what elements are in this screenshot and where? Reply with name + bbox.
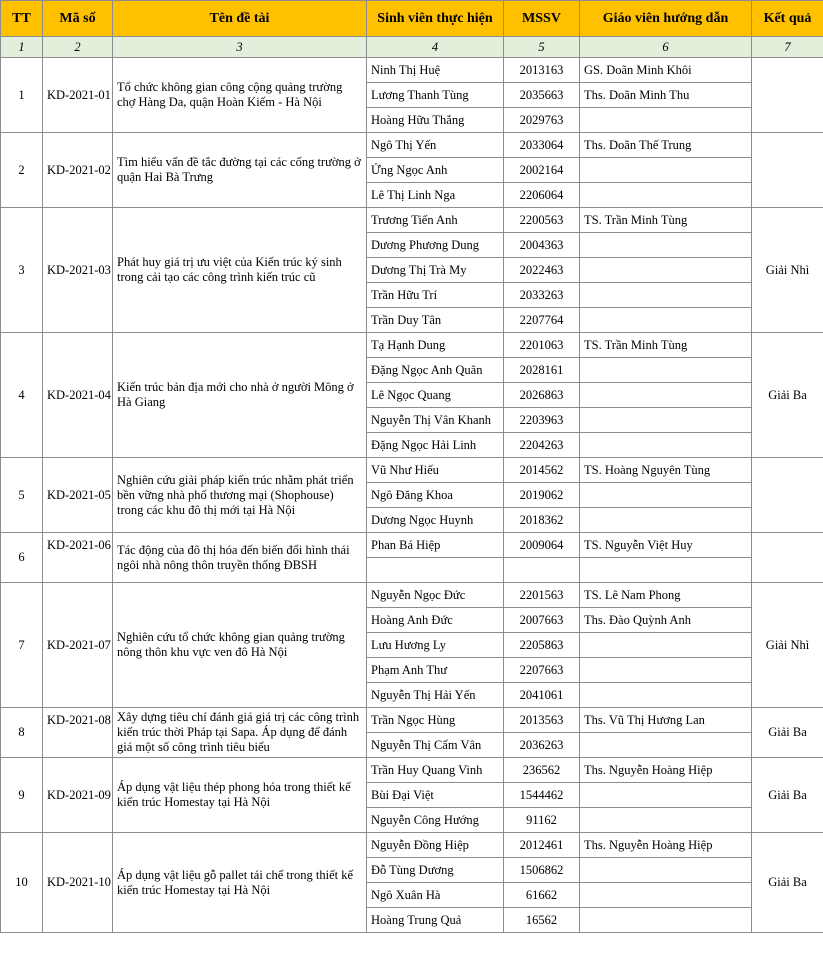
advisor-name: [580, 233, 752, 258]
advisor-name: [580, 433, 752, 458]
advisor-name: Ths. Vũ Thị Hương Lan: [580, 708, 752, 733]
project-title: Tìm hiểu vấn đề tắc đường tại các cổng trường ở quận Hai Bà Trưng: [113, 133, 367, 208]
project-result: Giải Nhì: [752, 208, 823, 333]
student-name: Đặng Ngọc Hải Linh: [367, 433, 504, 458]
advisor-name: Ths. Nguyễn Hoàng Hiệp: [580, 833, 752, 858]
student-id: 1544462: [504, 783, 580, 808]
student-name: Trần Ngọc Hùng: [367, 708, 504, 733]
project-code: KD-2021-06: [43, 533, 113, 583]
student-name: Nguyễn Thị Vân Khanh: [367, 408, 504, 433]
student-name: Hoàng Trung Quả: [367, 908, 504, 933]
advisor-name: Ths. Doãn Minh Thu: [580, 83, 752, 108]
student-id: [504, 558, 580, 583]
project-number: 7: [1, 583, 43, 708]
column-number: 2: [43, 37, 113, 58]
table-row: [1, 208, 823, 233]
project-number: 4: [1, 333, 43, 458]
student-name: Phạm Anh Thư: [367, 658, 504, 683]
table-row: [1, 458, 823, 483]
student-name: Dương Ngọc Huynh: [367, 508, 504, 533]
advisor-name: GS. Doãn Minh Khôi: [580, 58, 752, 83]
project-number: 9: [1, 758, 43, 833]
column-number-row: [1, 37, 823, 58]
project-number: 5: [1, 458, 43, 533]
student-id: 2004363: [504, 233, 580, 258]
student-id: 2206064: [504, 183, 580, 208]
student-id: 2022463: [504, 258, 580, 283]
student-id: 1506862: [504, 858, 580, 883]
student-id: 2026863: [504, 383, 580, 408]
student-name: Nguyễn Đồng Hiệp: [367, 833, 504, 858]
table-row: [1, 533, 823, 558]
project-code: KD-2021-02: [43, 133, 113, 208]
student-id: 2029763: [504, 108, 580, 133]
student-id: 2033064: [504, 133, 580, 158]
student-id: 236562: [504, 758, 580, 783]
student-id: 2201563: [504, 583, 580, 608]
advisor-name: [580, 383, 752, 408]
project-result: Giải Ba: [752, 758, 823, 833]
student-id: 2013163: [504, 58, 580, 83]
project-result: [752, 458, 823, 533]
student-id: 2014562: [504, 458, 580, 483]
student-name: Lê Thị Linh Nga: [367, 183, 504, 208]
project-code: KD-2021-07: [43, 583, 113, 708]
student-name: Dương Phương Dung: [367, 233, 504, 258]
project-result: [752, 133, 823, 208]
advisor-name: [580, 158, 752, 183]
advisor-name: [580, 908, 752, 933]
student-name: Ngô Thị Yến: [367, 133, 504, 158]
student-name: Hoàng Anh Đức: [367, 608, 504, 633]
student-id: 2035663: [504, 83, 580, 108]
student-name: Bùi Đại Việt: [367, 783, 504, 808]
column-number: 6: [580, 37, 752, 58]
student-id: 2205863: [504, 633, 580, 658]
student-id: 2018362: [504, 508, 580, 533]
project-number: 1: [1, 58, 43, 133]
student-id: 2204263: [504, 433, 580, 458]
student-id: 2033263: [504, 283, 580, 308]
student-name: Đặng Ngọc Anh Quân: [367, 358, 504, 383]
student-name: Lưu Hương Ly: [367, 633, 504, 658]
table-body: [1, 58, 823, 933]
project-title: Nghiên cứu giải pháp kiến trúc nhằm phát triển bền vững nhà phố thương mại (Shophouse) trong các khu đô thị mới tại Hà Nội: [113, 458, 367, 533]
project-result: Giải Ba: [752, 333, 823, 458]
student-name: Ửng Ngọc Anh: [367, 158, 504, 183]
project-result: [752, 533, 823, 583]
project-result: Giải Ba: [752, 708, 823, 758]
project-code: KD-2021-09: [43, 758, 113, 833]
student-name: Trần Huy Quang Vinh: [367, 758, 504, 783]
project-code: KD-2021-05: [43, 458, 113, 533]
column-number: 7: [752, 37, 823, 58]
table-row: [1, 583, 823, 608]
student-id: 2012461: [504, 833, 580, 858]
project-title: Xây dựng tiêu chí đánh giá giá trị các công trình kiến trúc thời Pháp tại Sapa. Áp dụng để đánh giá một số công trình tiêu biểu: [113, 708, 367, 758]
project-title: Áp dụng vật liệu gỗ pallet tái chế trong thiết kế kiến trúc Homestay tại Hà Nội: [113, 833, 367, 933]
advisor-name: [580, 658, 752, 683]
project-title: Tổ chức không gian công cộng quảng trường chợ Hàng Da, quận Hoàn Kiếm - Hà Nội: [113, 58, 367, 133]
advisor-name: [580, 733, 752, 758]
student-id: 2036263: [504, 733, 580, 758]
student-name: Nguyễn Thị Hải Yến: [367, 683, 504, 708]
advisor-name: TS. Nguyễn Việt Huy: [580, 533, 752, 558]
project-title: Kiến trúc bản địa mới cho nhà ở người Mông ở Hà Giang: [113, 333, 367, 458]
project-number: 6: [1, 533, 43, 583]
table-row: [1, 133, 823, 158]
student-id: 91162: [504, 808, 580, 833]
student-id: 2013563: [504, 708, 580, 733]
student-name: Lê Ngọc Quang: [367, 383, 504, 408]
advisor-name: [580, 633, 752, 658]
project-result: Giải Nhì: [752, 583, 823, 708]
advisor-name: [580, 683, 752, 708]
project-title: Phát huy giá trị ưu việt của Kiến trúc ký sinh trong cải tạo các công trình kiến trúc cũ: [113, 208, 367, 333]
header-result: Kết quả: [752, 1, 823, 37]
student-name: Trần Hữu Trí: [367, 283, 504, 308]
student-name: Hoàng Hữu Thắng: [367, 108, 504, 133]
student-name: [367, 558, 504, 583]
student-name: Nguyễn Thị Cẩm Vân: [367, 733, 504, 758]
project-result: [752, 58, 823, 133]
advisor-name: [580, 808, 752, 833]
student-id: 2200563: [504, 208, 580, 233]
advisor-name: Ths. Đào Quỳnh Anh: [580, 608, 752, 633]
advisor-name: TS. Hoàng Nguyên Tùng: [580, 458, 752, 483]
student-name: Tạ Hạnh Dung: [367, 333, 504, 358]
student-id: 2028161: [504, 358, 580, 383]
advisor-name: TS. Lê Nam Phong: [580, 583, 752, 608]
student-name: Nguyễn Công Hướng: [367, 808, 504, 833]
project-number: 3: [1, 208, 43, 333]
table-row: [1, 758, 823, 783]
table-row: [1, 708, 823, 733]
project-code: KD-2021-04: [43, 333, 113, 458]
advisor-name: [580, 183, 752, 208]
student-id: 16562: [504, 908, 580, 933]
project-code: KD-2021-01: [43, 58, 113, 133]
project-code: KD-2021-08: [43, 708, 113, 758]
column-number: 5: [504, 37, 580, 58]
advisor-name: [580, 108, 752, 133]
student-id: 2019062: [504, 483, 580, 508]
project-title: Tác động của đô thị hóa đến biến đổi hình thái ngôi nhà nông thôn truyền thống ĐBSH: [113, 533, 367, 583]
advisor-name: Ths. Nguyễn Hoàng Hiệp: [580, 758, 752, 783]
project-number: 8: [1, 708, 43, 758]
project-code: KD-2021-03: [43, 208, 113, 333]
student-name: Ngô Xuân Hà: [367, 883, 504, 908]
student-name: Phan Bá Hiệp: [367, 533, 504, 558]
header-tt: TT: [1, 1, 43, 37]
project-number: 2: [1, 133, 43, 208]
advisor-name: [580, 858, 752, 883]
student-name: Đỗ Tùng Dương: [367, 858, 504, 883]
header-student: Sinh viên thực hiện: [367, 1, 504, 37]
header-advisor: Giáo viên hướng dẫn: [580, 1, 752, 37]
student-name: Ngô Đăng Khoa: [367, 483, 504, 508]
student-id: 2201063: [504, 333, 580, 358]
student-id: 2041061: [504, 683, 580, 708]
column-number: 4: [367, 37, 504, 58]
table-row: [1, 58, 823, 83]
student-name: Vũ Như Hiếu: [367, 458, 504, 483]
project-title: Nghiên cứu tổ chức không gian quảng trường nông thôn khu vực ven đô Hà Nội: [113, 583, 367, 708]
advisor-name: [580, 883, 752, 908]
student-name: Lương Thanh Tùng: [367, 83, 504, 108]
column-number: 1: [1, 37, 43, 58]
student-id: 2009064: [504, 533, 580, 558]
student-id: 2007663: [504, 608, 580, 633]
table-row: [1, 333, 823, 358]
advisor-name: Ths. Doãn Thế Trung: [580, 133, 752, 158]
student-id: 2207663: [504, 658, 580, 683]
project-result: Giải Ba: [752, 833, 823, 933]
advisor-name: [580, 408, 752, 433]
project-number: 10: [1, 833, 43, 933]
advisor-name: [580, 783, 752, 808]
student-name: Ninh Thị Huệ: [367, 58, 504, 83]
student-name: Trương Tiến Anh: [367, 208, 504, 233]
student-id: 2002164: [504, 158, 580, 183]
advisor-name: [580, 558, 752, 583]
advisor-name: [580, 308, 752, 333]
table-row: [1, 833, 823, 858]
project-title: Áp dụng vật liệu thép phong hóa trong thiết kế kiến trúc Homestay tại Hà Nội: [113, 758, 367, 833]
advisor-name: [580, 358, 752, 383]
header-mssv: MSSV: [504, 1, 580, 37]
advisor-name: [580, 283, 752, 308]
student-id: 61662: [504, 883, 580, 908]
student-name: Nguyễn Ngọc Đức: [367, 583, 504, 608]
header-code: Mã số: [43, 1, 113, 37]
header-row: [1, 1, 823, 37]
student-id: 2207764: [504, 308, 580, 333]
advisor-name: [580, 483, 752, 508]
student-id: 2203963: [504, 408, 580, 433]
project-code: KD-2021-10: [43, 833, 113, 933]
advisor-name: [580, 508, 752, 533]
advisor-name: [580, 258, 752, 283]
student-name: Dương Thị Trà My: [367, 258, 504, 283]
column-number: 3: [113, 37, 367, 58]
student-name: Trần Duy Tân: [367, 308, 504, 333]
advisor-name: TS. Trần Minh Tùng: [580, 333, 752, 358]
advisor-name: TS. Trần Minh Tùng: [580, 208, 752, 233]
header-title: Tên đề tài: [113, 1, 367, 37]
